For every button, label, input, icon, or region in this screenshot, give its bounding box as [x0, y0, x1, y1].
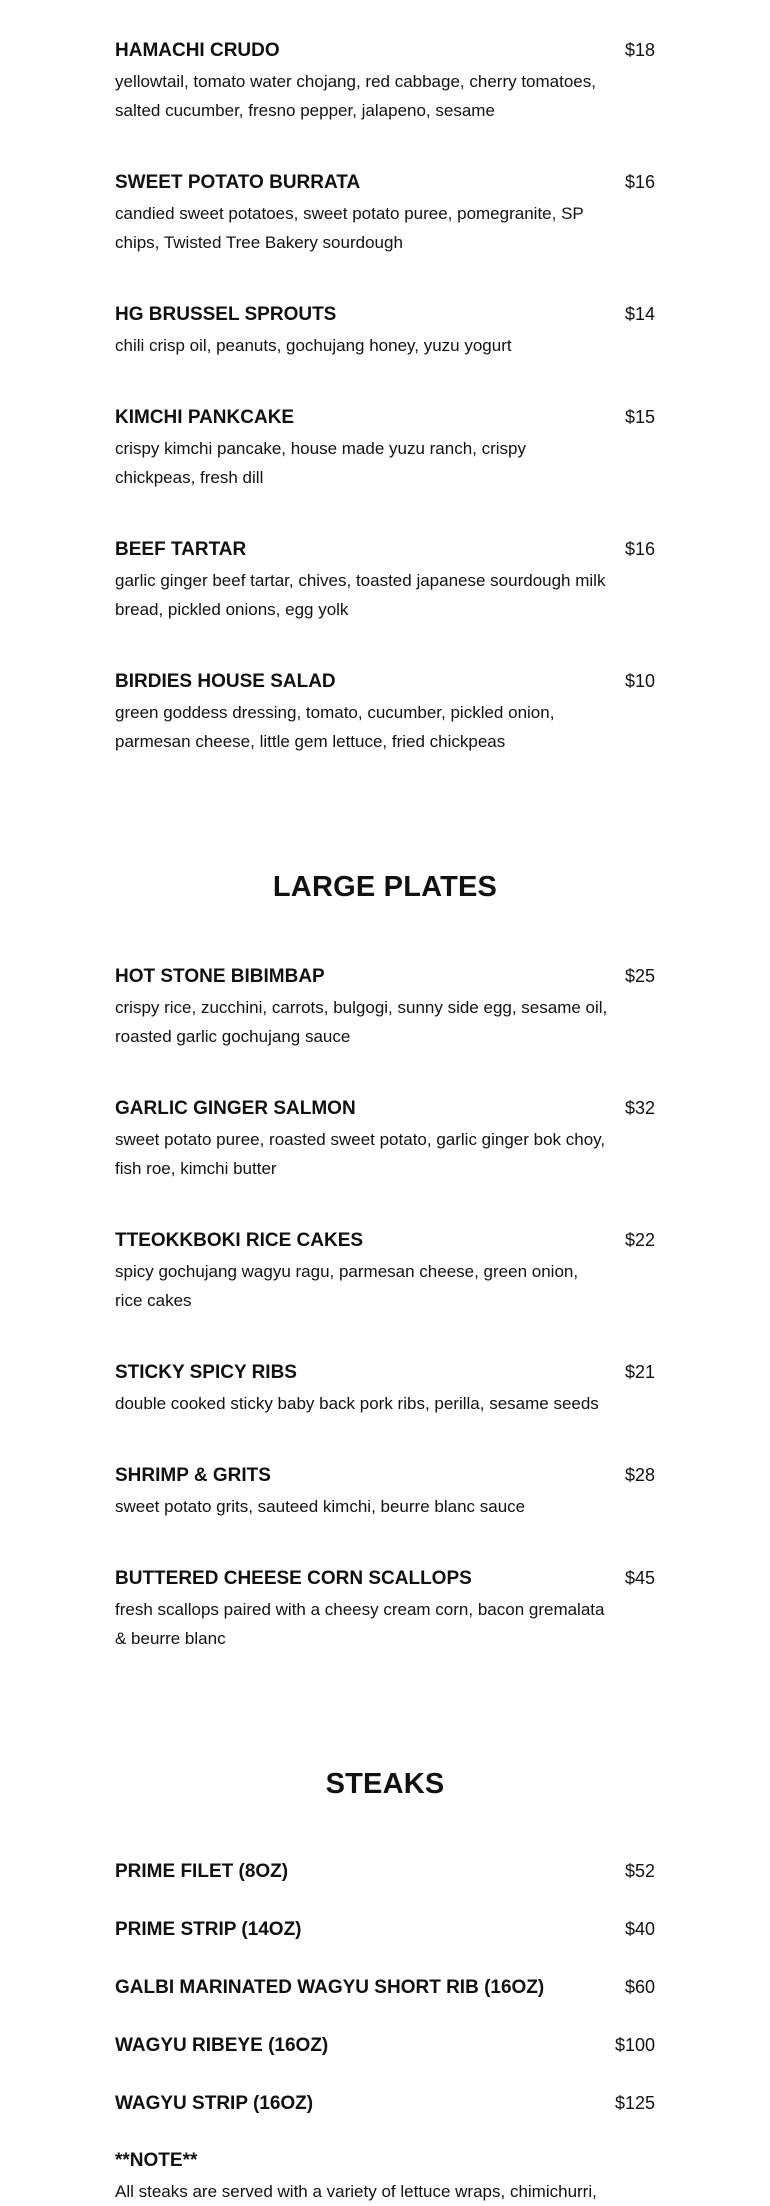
item-name: KIMCHI PANKCAKE [115, 407, 295, 428]
item-price: $18 [624, 40, 655, 60]
item-price: $16 [624, 539, 655, 559]
item-name: WAGYU RIBEYE (16OZ) [115, 2035, 329, 2056]
item-name: TTEOKKBOKI RICE CAKES [115, 1230, 364, 1251]
menu-item [115, 963, 655, 1051]
item-price: $40 [624, 1919, 655, 1939]
item-name: STICKY SPICY RIBS [115, 1362, 297, 1383]
item-price: $125 [614, 2093, 655, 2113]
menu-item [115, 1462, 655, 1521]
menu-item [115, 2090, 655, 2117]
item-price: $52 [624, 1861, 655, 1881]
item-name: HAMACHI CRUDO [115, 40, 280, 61]
menu-item [115, 301, 655, 360]
item-price: $100 [614, 2035, 655, 2055]
item-price: $28 [624, 1465, 655, 1485]
item-description: chili crisp oil, peanuts, gochujang honey, yuzu yogurt [115, 336, 512, 355]
item-description: sweet potato grits, sauteed kimchi, beurre blanc sauce [115, 1497, 526, 1516]
item-price: $10 [624, 671, 655, 691]
item-name: SWEET POTATO BURRATA [115, 172, 361, 193]
menu-item [115, 2032, 655, 2059]
small-plates-section [115, 0, 655, 756]
item-name: BEEF TARTAR [115, 539, 247, 560]
item-price: $21 [624, 1362, 655, 1382]
menu-item [115, 169, 655, 257]
large-plates-section [115, 867, 655, 1653]
section-title: STEAKS [325, 1768, 445, 1800]
note-text: All steaks are served with a variety of lettuce wraps, chimichurri, [115, 2182, 597, 2201]
menu-page [115, 0, 655, 2206]
item-name: HG BRUSSEL SPROUTS [115, 304, 337, 325]
item-description: garlic ginger beef tartar, chives, toasted japanese sourdough milk bread, pickled onions, egg yolk [115, 571, 606, 619]
menu-item [115, 536, 655, 624]
item-description: candied sweet potatoes, sweet potato puree, pomegranite, SP chips, Twisted Tree Bakery sourdough [115, 204, 584, 252]
item-price: $14 [624, 304, 655, 324]
item-price: $25 [624, 966, 655, 986]
item-price: $15 [624, 407, 655, 427]
menu-item [115, 1359, 655, 1418]
steaks-section [115, 1764, 655, 2206]
item-description: spicy gochujang wagyu ragu, parmesan cheese, green onion, rice cakes [115, 1262, 579, 1310]
item-name: SHRIMP & GRITS [115, 1465, 271, 1486]
item-name: PRIME STRIP (14OZ) [115, 1919, 302, 1940]
menu-item [115, 37, 655, 125]
item-description: crispy kimchi pancake, house made yuzu ranch, crispy chickpeas, fresh dill [115, 439, 527, 487]
item-name: PRIME FILET (8OZ) [115, 1861, 289, 1882]
menu-item [115, 1858, 655, 1885]
item-name: GARLIC GINGER SALMON [115, 1098, 356, 1119]
menu-item [115, 1916, 655, 1943]
note-title: **NOTE** [115, 2150, 198, 2171]
item-description: crispy rice, zucchini, carrots, bulgogi, sunny side egg, sesame oil, roasted garlic gochujang sauce [115, 998, 608, 1046]
steaks-note [115, 2148, 655, 2206]
item-name: WAGYU STRIP (16OZ) [115, 2093, 314, 2114]
menu-item [115, 668, 655, 756]
item-price: $60 [624, 1977, 655, 1997]
item-name: HOT STONE BIBIMBAP [115, 966, 325, 987]
item-price: $32 [624, 1098, 655, 1118]
menu-item [115, 1565, 655, 1653]
item-price: $22 [624, 1230, 655, 1250]
item-name: GALBI MARINATED WAGYU SHORT RIB (16OZ) [115, 1977, 545, 1998]
item-name: BIRDIES HOUSE SALAD [115, 671, 336, 692]
menu-item [115, 1095, 655, 1183]
item-price: $45 [624, 1568, 655, 1588]
item-price: $16 [624, 172, 655, 192]
item-description: yellowtail, tomato water chojang, red cabbage, cherry tomatoes, salted cucumber, fresno pepper, jalapeno, sesame [115, 72, 596, 120]
section-title: LARGE PLATES [272, 871, 498, 903]
item-description: sweet potato puree, roasted sweet potato, garlic ginger bok choy, fish roe, kimchi butter [115, 1130, 606, 1178]
menu-item [115, 1227, 655, 1315]
item-description: double cooked sticky baby back pork ribs, perilla, sesame seeds [115, 1394, 599, 1413]
item-name: BUTTERED CHEESE CORN SCALLOPS [115, 1568, 472, 1589]
menu-item [115, 1974, 655, 2001]
menu-item [115, 404, 655, 492]
item-description: fresh scallops paired with a cheesy cream corn, bacon gremalata & beurre blanc [115, 1600, 605, 1648]
item-description: green goddess dressing, tomato, cucumber, pickled onion, parmesan cheese, little gem lettuce, fried chickpeas [115, 703, 555, 751]
